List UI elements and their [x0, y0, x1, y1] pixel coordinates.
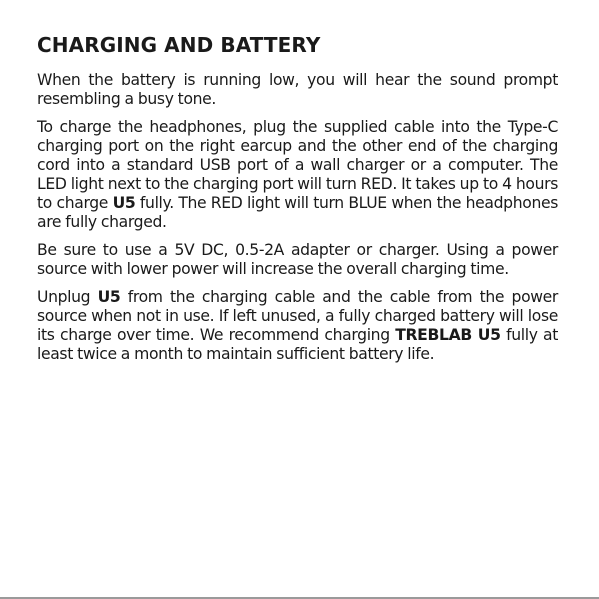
text-run: Be sure to use a 5V DC, 0.5-2A adapter or charger. Using a power source with lower power will increase the overall charging time.: [37, 241, 558, 278]
bold-run: TREBLAB U5: [395, 326, 501, 344]
text-run: fully at least twice a month to maintain sufficient battery life.: [37, 326, 559, 363]
body-paragraph: [37, 288, 558, 364]
body-text: [37, 71, 558, 364]
body-paragraph: [37, 241, 558, 279]
document-page: [37, 32, 558, 373]
section-title: CHARGING AND BATTERY: [37, 33, 321, 57]
text-run: When the battery is running low, you will hear the sound prompt resembling a busy tone.: [37, 71, 558, 108]
text-run: Unplug: [37, 288, 98, 306]
bold-run: U5: [112, 194, 136, 212]
body-paragraph: [37, 118, 558, 232]
body-paragraph: [37, 71, 558, 109]
text-run: fully. The RED light will turn BLUE when the headphones are fully charged.: [37, 194, 558, 231]
text-run: from the charging cable and the cable from the power source when not in use. If left unused, a fully charged battery will lose its charge over time. We recommend charging: [37, 288, 558, 344]
text-run: To charge the headphones, plug the supplied cable into the Type-C charging port on the right earcup and the other end of the charging cord into a standard USB port of a wall charger or a computer. The LED light next to the charging port will turn RED. It takes up to 4 hours to charge: [37, 118, 558, 212]
bold-run: U5: [97, 288, 121, 306]
